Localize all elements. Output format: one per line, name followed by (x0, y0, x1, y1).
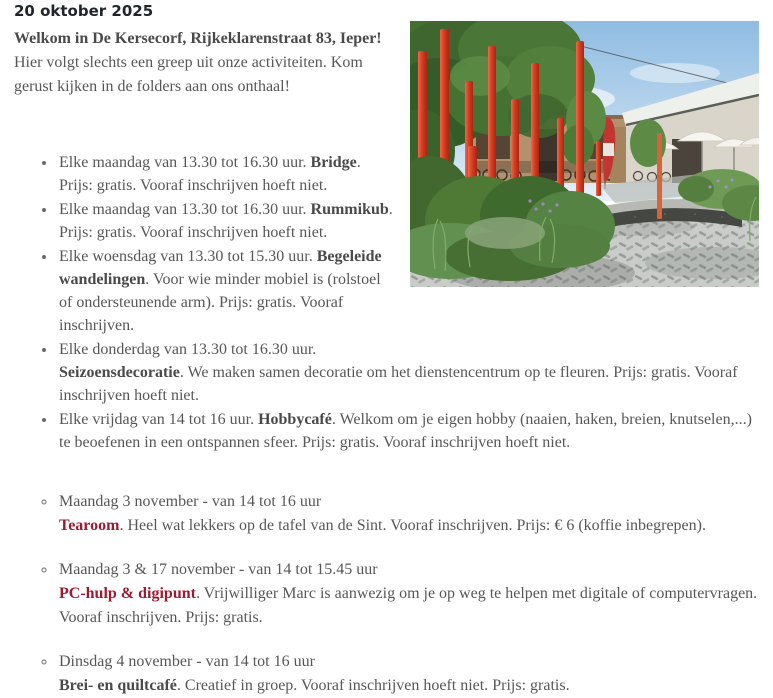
activity-schedule: Elke maandag van 13.30 tot 16.30 uur. (59, 154, 311, 171)
activity-date: Maandag 3 & 17 november - van 14 tot 15.45 uur (59, 561, 378, 578)
activity-schedule: Elke maandag van 13.30 tot 16.30 uur. (59, 201, 311, 218)
activity-details: . Voor wie minder mobiel is (rolstoel of ondersteunende arm). Prijs: gratis. Vooraf inschrijven. (59, 271, 381, 334)
activity-details: . We maken samen decoratie om het dienstencentrum op te fleuren. Prijs: gratis. Vooraf inschrijven hoeft niet. (59, 364, 738, 404)
activity-name: Tearoom (59, 517, 120, 534)
welcome-line: Welkom in De Kersecorf, Rijkeklarenstraat 83, Ieper! (14, 30, 382, 47)
activity-name: Bridge (310, 154, 357, 171)
activity-name: Seizoensdecoratie (59, 364, 180, 381)
activity-details: . Prijs: gratis. Vooraf inschrijven hoeft niet. (59, 154, 361, 194)
activity-details: . Welkom om je eigen hobby (naaien, haken, breien, knutselen,...) te beoefenen in een ontspannen sfeer. Prijs: gratis. Vooraf inschrijven hoeft niet. (59, 411, 752, 451)
activity-schedule: Elke vrijdag van 14 tot 16 uur. (59, 411, 259, 428)
activity-date: Maandag 3 november - van 14 tot 16 uur (59, 493, 322, 510)
activity-schedule: Elke woensdag van 13.30 tot 15.30 uur. (59, 248, 317, 265)
date-heading: 20 oktober 2025 (14, 2, 154, 20)
activity-details: . Prijs: gratis. Vooraf inschrijven hoeft niet. (59, 201, 393, 241)
courtyard-photo-illustration (410, 21, 759, 287)
intro-text: Hier volgt slechts een greep uit onze activiteiten. Kom gerust kijken in de folders aan ons onthaal! (14, 54, 363, 95)
activity-details: . Heel wat lekkers op de tafel van de Sint. Vooraf inschrijven. Prijs: € 6 (koffie inbegrepen). (119, 517, 706, 534)
activity-name: Hobbycafé (258, 411, 332, 428)
activity-details: . Creatief in groep. Vooraf inschrijven hoeft niet. Prijs: gratis. (176, 677, 570, 694)
activity-name: Brei- en quiltcafé (59, 677, 177, 694)
activity-name: Rummikub (310, 201, 389, 218)
list-item (57, 408, 759, 454)
special-activities-list (14, 490, 759, 698)
activity-name: Begeleide wandelingen (59, 248, 382, 288)
list-item (57, 558, 759, 630)
activity-date: Dinsdag 4 november - van 14 tot 16 uur (59, 653, 315, 670)
activity-details: . Vrijwilliger Marc is aanwezig om je op weg te helpen met digitale of computervragen. Vooraf inschrijven. Prijs: gratis. (59, 585, 758, 626)
activity-name: PC-hulp & digipunt (59, 585, 196, 602)
list-item (57, 338, 759, 407)
activity-schedule: Elke donderdag van 13.30 tot 16.30 uur. (59, 341, 317, 358)
list-item (57, 650, 759, 698)
list-item (57, 490, 759, 538)
courtyard-photo (410, 21, 759, 287)
